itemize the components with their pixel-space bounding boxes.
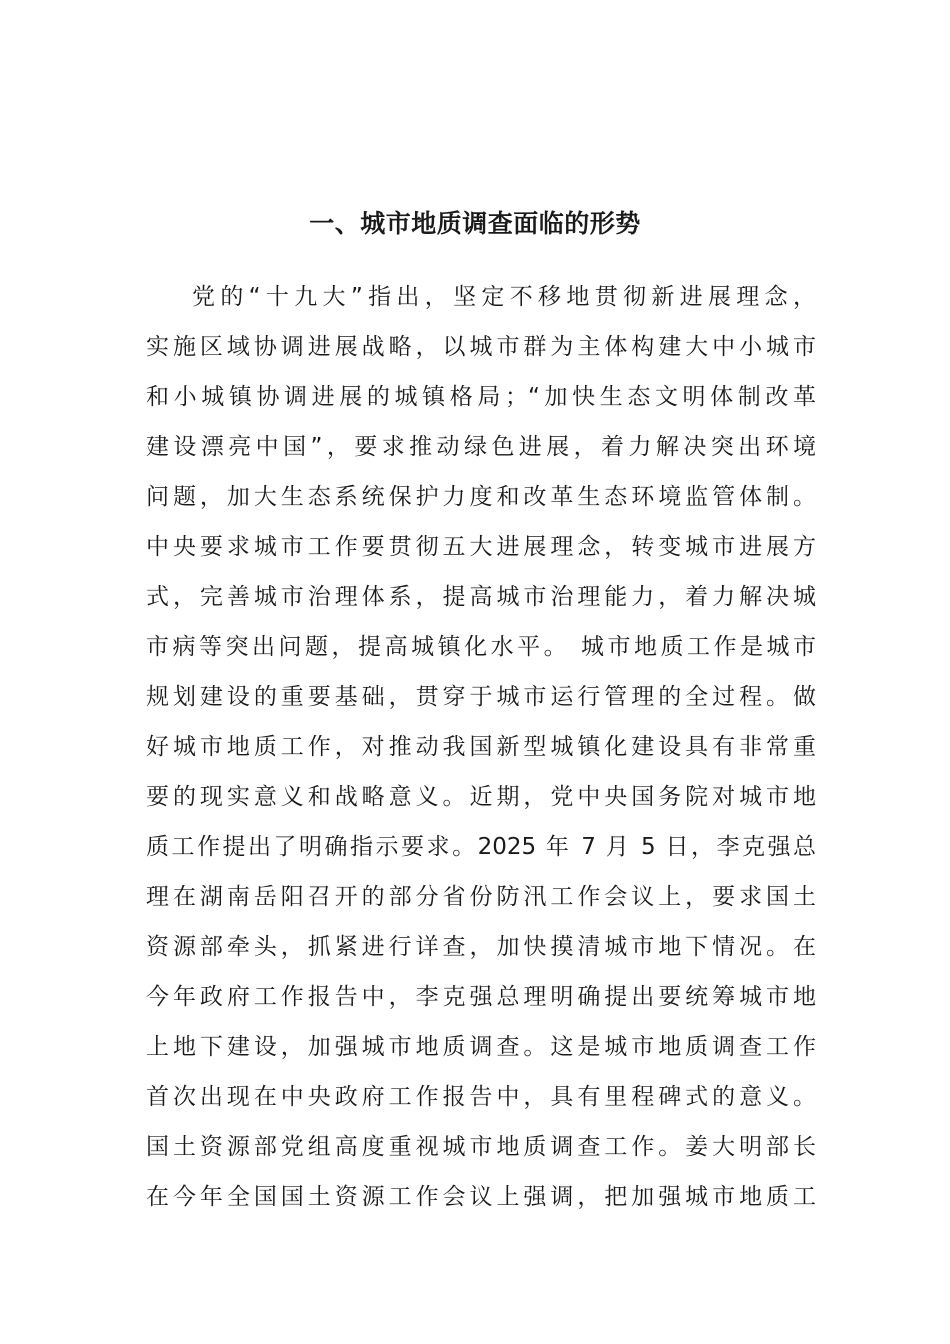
body-paragraph	[146, 272, 816, 1222]
paragraph-line: 实施区域协调进展战略，以城市群为主体构建大中小城市	[146, 334, 816, 360]
paragraph-line: 规划建设的重要基础，贯穿于城市运行管理的全过程。做	[146, 684, 816, 710]
paragraph-line: 党的“十九大”指出，坚定不移地贯彻新进展理念，	[192, 284, 816, 310]
paragraph-line: 上地下建设，加强城市地质调查。这是城市地质调查工作	[146, 1034, 816, 1060]
paragraph-line: 中央要求城市工作要贯彻五大进展理念，转变城市进展方	[146, 534, 816, 560]
paragraph-line: 和小城镇协调进展的城镇格局；“加快生态文明体制改革	[146, 384, 816, 410]
paragraph-line: 好城市地质工作，对推动我国新型城镇化建设具有非常重	[146, 734, 816, 760]
paragraph-line: 质工作提出了明确指示要求。2025 年 7 月 5 日，李克强总	[146, 834, 816, 860]
paragraph-line: 市病等突出问题，提高城镇化水平。 城市地质工作是城市	[146, 634, 816, 660]
paragraph-line: 国土资源部党组高度重视城市地质调查工作。姜大明部长	[146, 1134, 816, 1160]
paragraph-line: 在今年全国国土资源工作会议上强调，把加强城市地质工	[146, 1184, 816, 1210]
paragraph-line: 建设漂亮中国”，要求推动绿色进展，着力解决突出环境	[146, 434, 816, 460]
paragraph-line: 资源部牵头，抓紧进行详查，加快摸清城市地下情况。在	[146, 934, 816, 960]
paragraph-line: 今年政府工作报告中，李克强总理明确提出要统筹城市地	[146, 984, 816, 1010]
paragraph-line: 首次出现在中央政府工作报告中，具有里程碑式的意义。	[146, 1084, 816, 1110]
paragraph-line: 问题，加大生态系统保护力度和改革生态环境监管体制。	[146, 484, 816, 510]
paragraph-line: 理在湖南岳阳召开的部分省份防汛工作会议上，要求国土	[146, 884, 816, 910]
section-heading: 一、城市地质调查面临的形势	[309, 209, 641, 238]
paragraph-line: 要的现实意义和战略意义。近期，党中央国务院对城市地	[146, 784, 816, 810]
paragraph-line: 式，完善城市治理体系，提高城市治理能力，着力解决城	[146, 584, 816, 610]
